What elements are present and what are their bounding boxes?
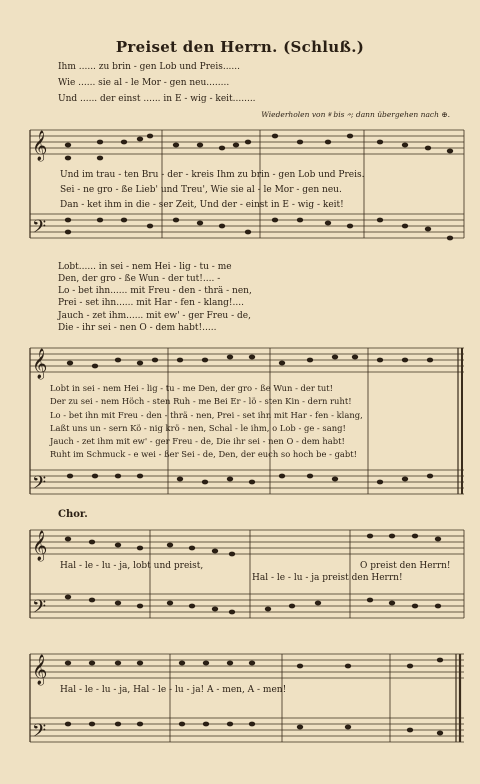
staff-system1-bass (30, 214, 464, 238)
staff-system3-bass (30, 594, 464, 618)
system2-lyric-1: Lobt in sei - nem Hei - lig - tu - me Den, der gro - ße Wun - der tut! (50, 383, 334, 393)
bass-clef-icon: 𝄢 (32, 721, 47, 746)
final-lyric: Hal - le - lu - ja, Hal - le - lu - ja! A - men, A - men! (60, 685, 287, 695)
chorus-lyric-1b: O preist den Herrn! (360, 561, 451, 571)
staff-system2-treble (30, 348, 464, 372)
staff-system2-bass (30, 470, 464, 494)
chorus-lyric-1: Hal - le - lu - ja, lobt und preist, (60, 561, 204, 571)
middle-verse-2: Den, der gro - ße Wun - der tut!.... - (58, 274, 221, 284)
system2-lyric-3: Lo - bet ihn mit Freu - den - thrä - nen, Prei - set ihn mit Har - fen - klang, (50, 410, 363, 420)
hymn-title: Preiset den Herrn. (Schluß.) (115, 38, 365, 56)
treble-clef-icon: 𝄞 (32, 655, 48, 685)
system2-lyric-4: Laßt uns un - sern Kö - nig krö - nen, Schal - le ihm, o Lob - ge - sang! (50, 423, 346, 433)
treble-clef-icon: 𝄞 (32, 131, 48, 161)
verse-line-2: Wie ...... sie al - le Mor - gen neu........ (58, 78, 230, 88)
system2-lyric-2: Der zu sei - nem Höch - sten Ruh - me Bei Er - lö - sten Kin - dern ruht! (50, 396, 352, 406)
note-heads (65, 134, 453, 736)
middle-verse-1: Lobt...... in sei - nem Hei - lig - tu - me (58, 262, 232, 272)
verse-line-1: Ihm ...... zu brin - gen Lob und Preis...... (58, 62, 240, 72)
system2-lyric-6: Ruht im Schmuck - e wei - ßer Sei - de, Den, der euch so hoch be - gabt! (50, 449, 358, 459)
bass-clef-icon: 𝄢 (32, 217, 47, 242)
middle-verse-5: Jauch - zet ihm...... mit ew' - ger Freu - de, (58, 311, 251, 321)
system2-lyric-5: Jauch - zet ihm mit ew' - ger Freu - de, Die ihr sei - nen O - dem habt! (50, 436, 345, 446)
bass-clef-icon: 𝄢 (32, 473, 47, 498)
lyric-line-1: Und im trau - ten Bru - der - kreis Ihm zu brin - gen Lob und Preis. (60, 170, 365, 180)
repeat-instruction: Wiederholen von 𝄋 bis 𝄐; dann übergehen nach ⊕. (261, 110, 450, 119)
lyric-line-3: Dan - ket ihm in die - ser Zeit, Und der - einst in E - wig - keit! (60, 200, 344, 210)
verse-line-3: Und ...... der einst ...... in E - wig - keit........ (58, 94, 256, 104)
middle-verse-3: Lo - bet ihn...... mit Freu - den - thrä - nen, (58, 286, 252, 296)
middle-verse-6: Die - ihr sei - nen O - dem habt!..... (58, 323, 217, 333)
chorus-label: Chor. (58, 509, 88, 520)
treble-clef-icon: 𝄞 (32, 531, 48, 561)
staff-system4-bass (30, 718, 464, 742)
bass-clef-icon: 𝄢 (32, 597, 47, 622)
middle-verse-4: Prei - set ihn...... mit Har - fen - klang!.... (58, 298, 244, 308)
staff-system4-treble (30, 654, 464, 678)
chorus-lyric-2: Hal - le - lu - ja preist den Herrn! (252, 573, 403, 583)
treble-clef-icon: 𝄞 (32, 349, 48, 379)
lyric-line-2: Sei - ne gro - ße Lieb' und Treu', Wie sie al - le Mor - gen neu. (60, 185, 342, 195)
